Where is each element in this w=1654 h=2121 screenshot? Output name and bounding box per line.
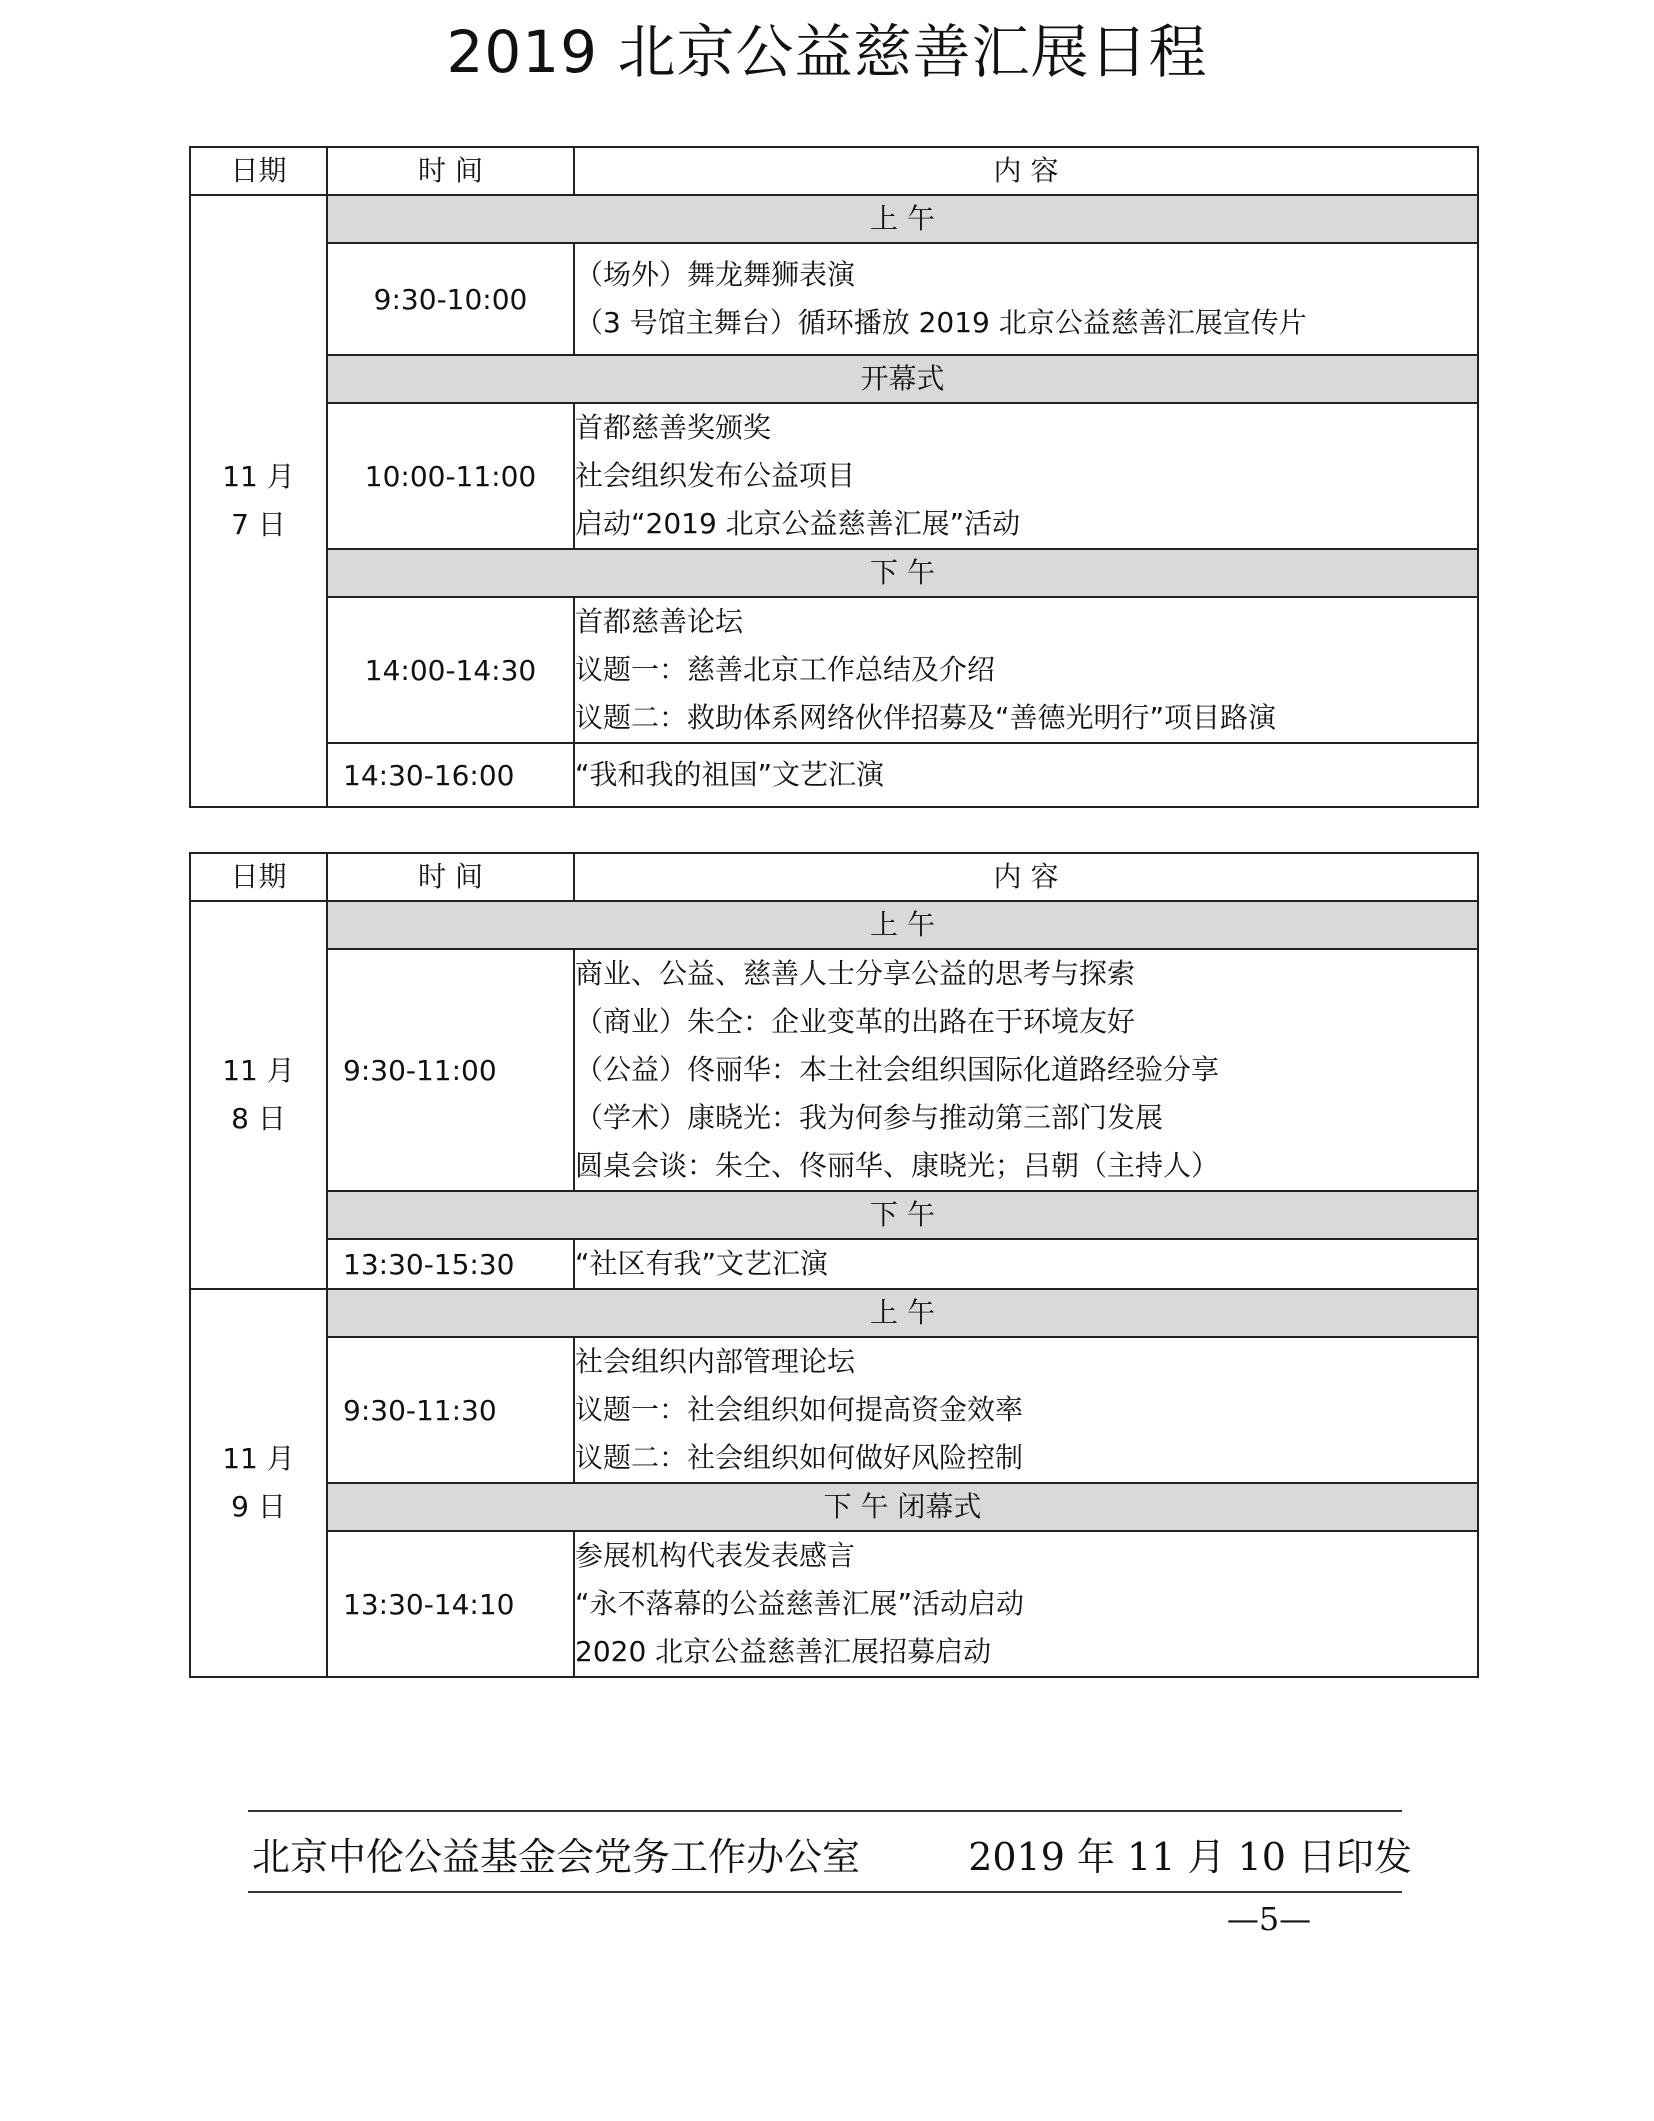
content-cell [574,403,1478,549]
content-cell [574,1531,1478,1677]
table-row [190,597,1478,743]
header-time: 时 间 [327,147,574,195]
content-line: 商业、公益、慈善人士分享公益的思考与探索 [575,957,1136,990]
period-opening-ceremony: 开幕式 [327,355,1478,403]
table-row [190,403,1478,549]
date-cell-nov-8 [190,901,327,1289]
date-month: 11 月 [222,1442,295,1475]
period-morning: 上 午 [327,195,1478,243]
header-time: 时 间 [327,853,574,901]
header-content: 内 容 [574,853,1478,901]
period-row [190,901,1478,949]
content-line: 议题一：慈善北京工作总结及介绍 [575,653,996,686]
header-content: 内 容 [574,147,1478,195]
time-cell: 13:30-14:10 [327,1531,574,1677]
date-day: 9 日 [231,1490,286,1523]
content-line: 议题二：救助体系网络伙伴招募及“善德光明行”项目路演 [575,701,1277,734]
content-cell [574,743,1478,807]
period-morning: 上 午 [327,901,1478,949]
content-line: “我和我的祖国”文艺汇演 [575,758,885,791]
content-cell [574,1239,1478,1289]
footer-issue-date: 2019 年 11 月 10 日印发 [968,1835,1412,1879]
period-afternoon: 下 午 [327,1191,1478,1239]
page-title: 2019 北京公益慈善汇展日程 [446,18,1208,86]
period-row [190,549,1478,597]
table-row [190,949,1478,1191]
table-header-row [190,147,1478,195]
period-afternoon-closing-ceremony: 下 午 闭幕式 [327,1483,1478,1531]
time-cell: 10:00-11:00 [327,403,574,549]
table-row [190,743,1478,807]
period-row [190,1289,1478,1337]
content-line: 2020 北京公益慈善汇展招募启动 [575,1635,992,1668]
content-cell [574,243,1478,355]
date-month: 11 月 [222,1054,295,1087]
period-row [190,1191,1478,1239]
table-row [190,1239,1478,1289]
content-line: 社会组织发布公益项目 [575,459,856,492]
period-row [190,1483,1478,1531]
date-day: 8 日 [231,1102,286,1135]
time-cell: 9:30-11:00 [327,949,574,1191]
period-afternoon: 下 午 [327,549,1478,597]
content-cell [574,1337,1478,1483]
content-line: 议题一：社会组织如何提高资金效率 [575,1393,1024,1426]
period-morning: 上 午 [327,1289,1478,1337]
content-cell [574,597,1478,743]
page-number: —5— [1226,1900,1312,1938]
content-line: （学术）康晓光：我为何参与推动第三部门发展 [575,1101,1164,1134]
content-line: “永不落幕的公益慈善汇展”活动启动 [575,1587,1025,1620]
header-date: 日期 [190,853,327,901]
header-date: 日期 [190,147,327,195]
content-cell [574,949,1478,1191]
date-month: 11 月 [222,460,295,493]
table-row [190,1337,1478,1483]
date-day: 7 日 [231,508,286,541]
content-line: （商业）朱仝：企业变革的出路在于环境友好 [575,1005,1136,1038]
content-line: 启动“2019 北京公益慈善汇展”活动 [575,507,1021,540]
time-cell: 9:30-11:30 [327,1337,574,1483]
footer-divider-top [248,1810,1402,1812]
content-line: 议题二：社会组织如何做好风险控制 [575,1441,1024,1474]
time-cell: 13:30-15:30 [327,1239,574,1289]
time-cell: 14:30-16:00 [327,743,574,807]
footer-organization: 北京中伦公益基金会党务工作办公室 [252,1835,861,1879]
content-line: 首都慈善奖颁奖 [575,411,772,444]
date-cell-nov-9 [190,1289,327,1677]
schedule-table-day-8-9 [189,852,1479,1678]
table-header-row [190,853,1478,901]
content-line: 社会组织内部管理论坛 [575,1345,856,1378]
schedule-table-day-7 [189,146,1479,808]
content-line: 参展机构代表发表感言 [575,1539,856,1572]
content-line: 圆桌会谈：朱仝、佟丽华、康晓光；吕朝（主持人） [575,1149,1220,1182]
content-line: （公益）佟丽华：本土社会组织国际化道路经验分享 [575,1053,1220,1086]
date-cell-nov-7 [190,195,327,807]
period-row [190,195,1478,243]
content-line: （场外）舞龙舞狮表演 [575,258,856,291]
period-row [190,355,1478,403]
content-line: “社区有我”文艺汇演 [575,1247,829,1280]
table-row [190,1531,1478,1677]
table-row [190,243,1478,355]
time-cell: 14:00-14:30 [327,597,574,743]
time-cell: 9:30-10:00 [327,243,574,355]
content-line: （3 号馆主舞台）循环播放 2019 北京公益慈善汇展宣传片 [575,306,1307,339]
footer-divider-bottom [248,1891,1402,1893]
content-line: 首都慈善论坛 [575,605,744,638]
